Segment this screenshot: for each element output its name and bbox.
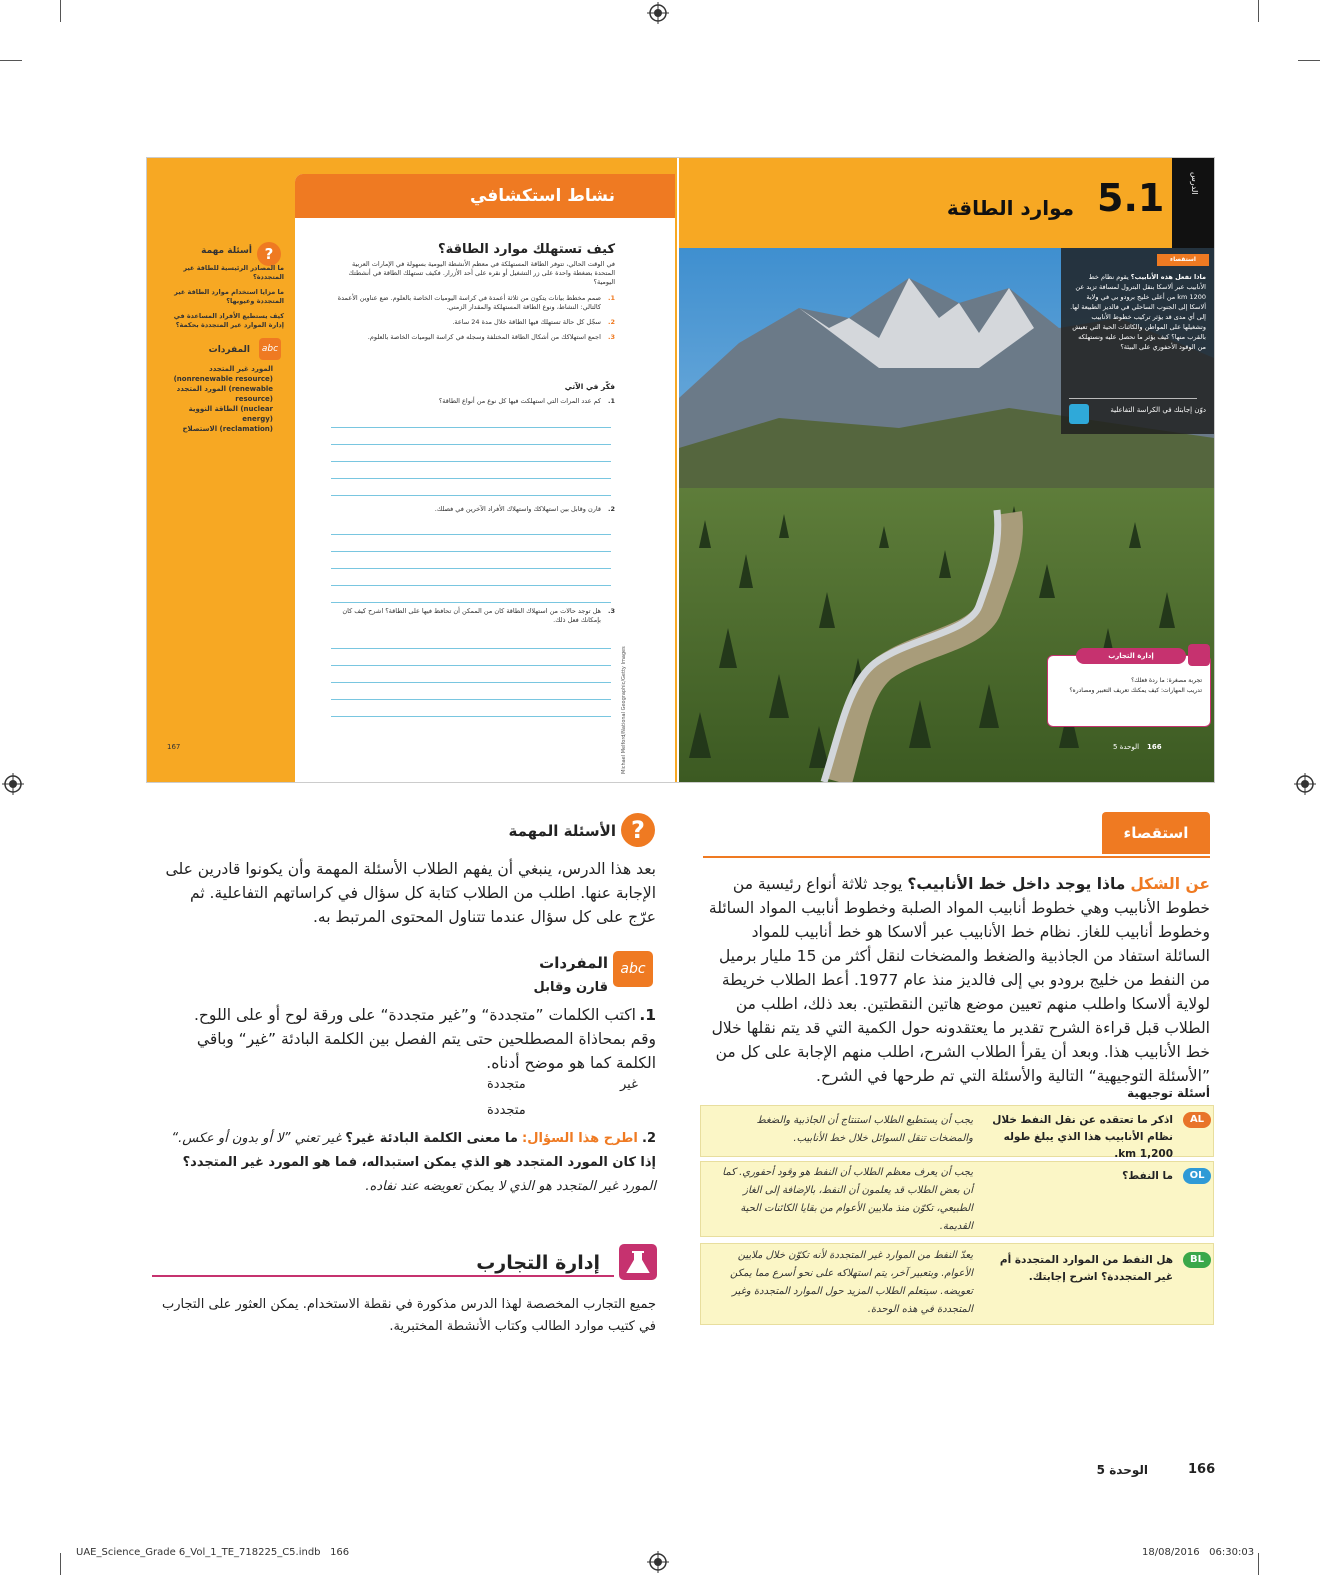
page-number: 167 — [167, 743, 181, 751]
list-item: energy) — [242, 415, 273, 423]
lab-box-list — [1056, 676, 1202, 696]
answer-line[interactable] — [331, 716, 611, 717]
inquiry-paragraph — [704, 872, 1210, 1088]
list-item: الاستصلاح (reclamation) — [182, 425, 273, 433]
registration-mark-icon — [647, 1551, 669, 1573]
activity-title: نشاط استكشافي — [469, 186, 615, 206]
guiding-answer: يجب أن يعرف معظم الطلاب أن النفط هو وقود أحفوري. كما أن بعض الطلاب قد يعلمون أن النفط، بالإضافة إلى الغاز الطبيعي، تكوّن منذ ملايين الأعوام من بقايا الكائنات الحية القديمة. — [722, 1167, 973, 1232]
abc-icon: abc — [259, 338, 281, 360]
answer-line[interactable] — [331, 699, 611, 700]
left-sidebar — [147, 158, 292, 782]
crop-mark — [1298, 60, 1320, 61]
list-item: كيف يستطيع الأفراد المساعدة في إدارة الموارد غير المتجددة بحكمة؟ — [173, 312, 284, 329]
answer-line[interactable] — [331, 495, 611, 496]
registration-mark-icon — [647, 2, 669, 24]
list-item: المورد المتجدد (renewable — [176, 385, 273, 393]
lab-box-title: إدارة التجارب — [1076, 648, 1186, 664]
side-vocab-list — [157, 364, 273, 434]
answer-line[interactable] — [331, 534, 611, 535]
list-item: 2. سجّل كل حالة تستهلك فيها الطاقة خلال مدة 24 ساعة. — [452, 318, 615, 326]
answer-line[interactable] — [331, 444, 611, 445]
guiding-row-al — [700, 1105, 1214, 1160]
crop-mark — [1258, 1553, 1259, 1575]
notebook-icon — [1069, 404, 1089, 424]
vocabulary-item-1: 1. اكتب الكلمات ”متجددة“ و”غير متجددة“ على ورقة لوح أو على اللوح. وقم بمحاذاة المصطلحين حتى يتم الفصل بين الكلمة البادئة ”غير“ وباقي الكلمة كما هو موضح أدناه. — [194, 1006, 656, 1072]
split-word-2: متجددة — [487, 1103, 526, 1118]
crop-mark — [60, 1553, 61, 1575]
answer-line[interactable] — [331, 427, 611, 428]
think-question-2: 2. قارن وقابل بين استهلاكك واستهلاك الأفراد الآخرين في فصلك. — [434, 505, 615, 513]
vocabulary-item-2: 2. اطرح هذا السؤال: ما معنى الكلمة البادئة غير؟ غير تعني ”لا أو بدون أو عكس.“ إذا كان المورد المتجدد هو الذي يمكن استبداله، فما هو المورد غير المتجدد؟ المورد غير المتجدد هو الذي لا يمكن تعويضه عند نفاده. — [171, 1131, 656, 1194]
lesson-number: 5.1 — [1097, 176, 1165, 220]
activity-intro: في الوقت الحالي، تتوفر الطاقة المستهلكة في معظم الأنشطة اليومية بسهولة في الإمارات العربية المتحدة بضغطة واحدة على زر التشغيل أو نقره على أحد الأزرار. فكيف تستهلك الطاقة في أنشطتك اليومية؟ — [348, 260, 615, 286]
guiding-question: هل النفط من الموارد المتجددة أم غير المتجددة؟ اشرح إجابتك. — [999, 1254, 1173, 1283]
inquiry-text: يوجد ثلاثة أنواع رئيسية من خطوط الأنابيب وهي خطوط أنابيب المواد الصلبة وخطوط أنابيب المواد السائلة وخطوط أنابيب للغاز. نظام خط الأنابيب عبر ألاسكا هو خط أنابيب للمواد السائلة استفاد من الجاذبية والضغط والمضخات لنقل أكثر من 15 مليار برميل من النفط من خليج برودو بي إلى فالديز منذ عام 1977. أعط الطلاب خريطة لولاية ألاسكا واطلب منهم تعيين موضع هاتين النقطتين. بعد ذلك، اطلب من الطلاب قبل قراءة الشرح تقدير ما يعتقدونه حول الكمية التي قد يتم نقلها خلال خط الأنابيب هذا. وبعد أن يقرأ الطلاب الشرح، اطلب منهم الإجابة على كل من ”الأسئلة التوجيهية“ التالية والأسئلة التي تم طرحها في الشرح. — [708, 875, 1210, 1085]
right-page — [679, 158, 1214, 782]
answer-line[interactable] — [331, 585, 611, 586]
slug-file: UAE_Science_Grade 6_Vol_1_TE_718225_C5.indb 166 — [76, 1547, 350, 1558]
split-prefix: غير — [620, 1077, 638, 1092]
slug-date: 18/08/2016 06:30:03 — [1142, 1547, 1255, 1558]
side-questions-title: أسئلة مهمة — [201, 246, 252, 256]
essential-questions-title: الأسئلة المهمة — [508, 822, 616, 840]
list-item: resource) — [235, 395, 273, 403]
side-vocab-title: المفردات — [208, 345, 250, 355]
flask-icon — [1188, 644, 1210, 666]
split-word: متجددة — [487, 1077, 526, 1092]
divider — [152, 1275, 614, 1277]
registration-mark-icon — [1294, 773, 1316, 795]
answer-line[interactable] — [331, 665, 611, 666]
unit-label: الوحدة 5 — [1113, 743, 1140, 751]
list-item: ما المصادر الرئيسية للطاقة غير المتجددة؟ — [183, 264, 284, 281]
activity-steps — [335, 294, 615, 342]
student-edition-spread — [147, 158, 1214, 782]
activity-header — [295, 174, 675, 218]
inquiry-question: ماذا تفعل هذه الأنابيب؟ — [1130, 273, 1206, 281]
left-page — [147, 158, 677, 782]
list-item: الطاقة النووية (nuclear — [188, 405, 273, 413]
list-item: ما مزايا استخدام موارد الطاقة غير المتجددة وعيوبها؟ — [174, 288, 284, 305]
question-icon: ? — [621, 813, 655, 847]
crop-mark — [0, 60, 22, 61]
lesson-header — [679, 158, 1214, 248]
essential-questions-text: بعد هذا الدرس، ينبغي أن يفهم الطلاب الأسئلة المهمة وأن يكونوا قادرين على الإجابة عنها. اطلب من الطلاب كتابة كل سؤال في كراساتهم التفاعلية. ثم عرّج على كل سؤال عندما تتناول المحتوى المرتبط به. — [165, 860, 656, 926]
think-question-1: 1. كم عدد المرات التي استهلكت فيها كل نوع من أنواع الطاقة؟ — [438, 397, 615, 405]
footer-page-number: 166 — [1188, 1462, 1216, 1477]
guiding-row-ol — [700, 1161, 1214, 1237]
list-item: تجربة مصغرة: ما ردة فعلك؟ — [1131, 677, 1202, 684]
abc-icon: abc — [613, 951, 653, 987]
lesson-label: الدرس — [1190, 172, 1199, 195]
inquiry-tab: استقصاء — [1102, 812, 1210, 854]
level-badge: AL — [1183, 1112, 1211, 1128]
answer-line[interactable] — [331, 568, 611, 569]
activity-worksheet — [295, 174, 675, 782]
lab-management-text: جميع التجارب المخصصة لهذا الدرس مذكورة في نقطة الاستخدام. يمكن العثور على التجارب في كتيب موارد الطالب وكتاب الأنشطة المختبرية. — [161, 1297, 656, 1334]
inquiry-lead-label: عن الشكل — [1130, 875, 1210, 893]
lab-box — [1047, 652, 1211, 727]
list-item: تدريب المهارات: كيف يمكنك تعريف التعبير ومصادره؟ — [1069, 687, 1202, 694]
question-icon: ? — [257, 242, 281, 266]
lab-management-title: إدارة التجارب — [476, 1252, 600, 1274]
divider — [703, 856, 1210, 858]
guiding-question: اذكر ما تعتقده عن نقل النفط خلال نظام الأنابيب هذا الذي يبلغ طوله 1,200 km. — [992, 1114, 1173, 1160]
list-item: 3. اجمع استهلاكك من أشكال الطاقة المختلفة وسجله في كراسة اليوميات الخاصة بالعلوم. — [367, 333, 615, 341]
vocabulary-subtitle: قارن وقابل — [533, 980, 608, 995]
answer-line[interactable] — [331, 478, 611, 479]
guiding-questions-title: أسئلة توجيهية — [1127, 1086, 1210, 1100]
crop-mark — [1258, 0, 1259, 22]
list-item: المورد غير المتجدد — [209, 365, 273, 373]
guiding-question: ما النفط؟ — [1122, 1170, 1173, 1182]
inquiry-text: يقوم نظام خط الأنابيب عبر ألاسكا بنقل البترول لمسافة تزيد عن 1200 km من أعلى خليج برودو بي في ولاية ألاسكا إلى الجنوب الساحلي في فالديز الطبيعة لها. إلى أي مدى قد يؤثر تركيب خطوط الأنابيب وتشغيلها على المواطن والكائنات الحية التي تعيش بالقرب منها؟ كيف يؤثر ما نحصل عليه ونستهلكه من الوقود الأحفوري على البيئة؟ — [1070, 273, 1206, 351]
inquiry-panel — [1061, 248, 1214, 434]
photo-credit-vertical: Michael Melford/National Geographic/Getty Images — [621, 646, 627, 774]
inquiry-tag: استقصاء — [1157, 254, 1209, 266]
answer-line[interactable] — [331, 682, 611, 683]
answer-line[interactable] — [331, 551, 611, 552]
footer-unit: الوحدة 5 — [1096, 1463, 1148, 1477]
flask-icon — [619, 1244, 657, 1280]
answer-line[interactable] — [331, 602, 611, 603]
registration-mark-icon — [2, 773, 24, 795]
think-heading: فكّر في الآتي — [564, 382, 615, 391]
inquiry-note: دوّن إجابتك في الكراسة التفاعلية — [1110, 406, 1206, 414]
activity-question-heading: كيف تستهلك موارد الطاقة؟ — [438, 242, 615, 257]
guiding-answer: يجب أن يستطيع الطلاب استنتاج أن الجاذبية والضغط والمضخات تنقل السوائل خلال خط الأنابيب. — [756, 1115, 973, 1144]
vocabulary-title: المفردات — [539, 954, 608, 972]
level-badge: BL — [1183, 1252, 1211, 1268]
list-item: (nonrenewable resource) — [173, 375, 273, 383]
answer-line[interactable] — [331, 648, 611, 649]
guiding-row-bl — [700, 1243, 1214, 1325]
guiding-answer: يعدّ النفط من الموارد غير المتجددة لأنه تكوّن خلال ملايين الأعوام. وبتعبير آخر، يتم استهلاكه على نحو أسرع مما يمكن تعويضه. سيتعلم الطلاب المزيد حول الموارد المتجددة وغير المتجددة في هذه الوحدة. — [730, 1250, 973, 1315]
page-number: 166 — [1147, 743, 1162, 751]
inquiry-lead-question: ماذا يوجد داخل خط الأنابيب؟ — [907, 875, 1126, 893]
list-item: 1. صمم مخطط بيانات يتكون من ثلاثة أعمدة في كراسة اليوميات الخاصة بالعلوم. ضع عناوين الأعمدة كالتالي: النشاط، ونوع الطاقة المستهلكة والمقدار الزمني. — [337, 294, 615, 311]
think-question-3: 3. هل توجد حالات من استهلاك الطاقة كان من الممكن أن تحافظ فيها على الطاقة؟ اشرح كيف كان بإمكانك فعل ذلك. — [342, 607, 615, 624]
divider — [1069, 398, 1197, 399]
lesson-title: موارد الطاقة — [946, 196, 1074, 220]
inquiry-body — [1070, 272, 1206, 352]
side-questions-list — [164, 264, 284, 330]
answer-line[interactable] — [331, 461, 611, 462]
crop-mark — [60, 0, 61, 22]
level-badge: OL — [1183, 1168, 1211, 1184]
